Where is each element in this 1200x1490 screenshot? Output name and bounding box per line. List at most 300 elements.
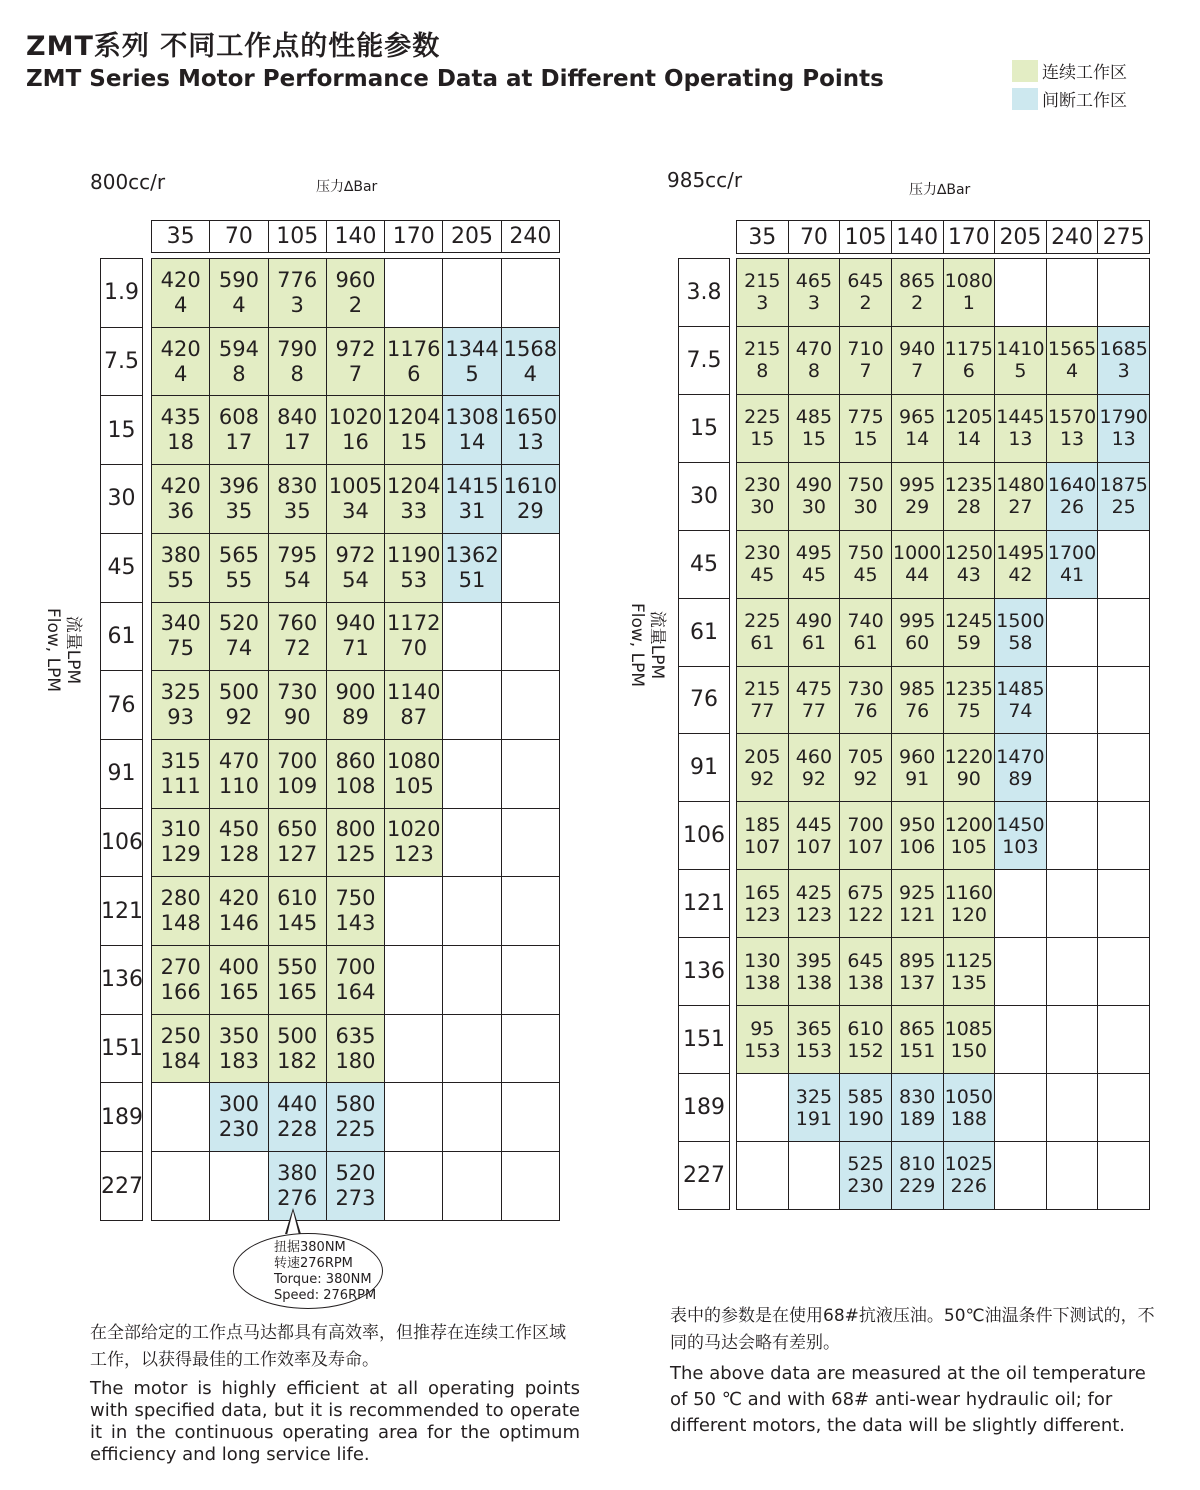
torque-value: 1175 xyxy=(944,338,993,361)
torque-value: 675 xyxy=(847,881,884,904)
speed-value: 111 xyxy=(160,773,201,798)
flow-axis-label-800 xyxy=(43,580,83,720)
continuous-cell xyxy=(268,946,326,1015)
continuous-cell xyxy=(385,739,443,808)
empty-cell xyxy=(1046,666,1098,734)
torque-value: 435 xyxy=(160,405,201,430)
continuous-cell xyxy=(326,396,384,465)
torque-value: 1410 xyxy=(996,338,1045,361)
torque-value: 420 xyxy=(160,336,201,361)
empty-cell xyxy=(443,877,501,946)
torque-value: 325 xyxy=(795,1085,833,1108)
torque-value: 445 xyxy=(795,813,833,836)
table-row xyxy=(152,877,560,946)
continuous-cell xyxy=(737,259,789,327)
torque-value: 1080 xyxy=(944,270,993,293)
pressure-header-cell: 70 xyxy=(210,221,268,253)
empty-cell xyxy=(1046,1074,1098,1142)
table-row xyxy=(737,666,1150,734)
empty-cell xyxy=(443,671,501,740)
speed-value: 229 xyxy=(899,1175,936,1198)
continuous-cell xyxy=(995,394,1047,462)
pressure-header-cell: 35 xyxy=(737,221,789,254)
torque-value: 1570 xyxy=(1047,406,1097,429)
pressure-header-985 xyxy=(736,220,1150,254)
speed-value: 45 xyxy=(750,564,775,587)
pressure-label-985: 压力∆Bar xyxy=(909,182,971,198)
torque-value: 465 xyxy=(795,270,833,293)
torque-value: 310 xyxy=(160,817,201,842)
torque-value: 165 xyxy=(744,881,781,904)
continuous-cell xyxy=(788,734,840,802)
speed-value: 123 xyxy=(795,903,833,926)
flow-header-cell: 7.5 xyxy=(679,326,730,394)
empty-cell xyxy=(385,1014,443,1083)
speed-value: 146 xyxy=(218,911,259,936)
speed-value: 188 xyxy=(950,1107,987,1130)
empty-cell xyxy=(995,1141,1047,1209)
intermittent-cell xyxy=(1098,394,1150,462)
torque-value: 1565 xyxy=(1047,338,1097,361)
speed-value: 43 xyxy=(956,564,981,587)
speed-value: 4 xyxy=(232,292,246,317)
speed-value: 74 xyxy=(1008,699,1033,722)
torque-value: 1204 xyxy=(387,473,441,498)
continuous-cell xyxy=(943,530,995,598)
torque-value: 215 xyxy=(744,270,781,293)
continuous-cell xyxy=(152,877,210,946)
continuous-cell xyxy=(210,327,268,396)
empty-cell xyxy=(501,1014,559,1083)
continuous-cell xyxy=(840,802,892,870)
speed-value: 150 xyxy=(950,1039,987,1062)
pressure-header-cell: 170 xyxy=(385,221,443,253)
torque-value: 1235 xyxy=(944,677,993,700)
callout-speed-en: Speed: 276RPM xyxy=(274,1288,377,1303)
table-row xyxy=(152,671,560,740)
speed-value: 15 xyxy=(853,428,878,451)
continuous-cell xyxy=(788,462,840,530)
speed-value: 8 xyxy=(756,360,769,383)
empty-cell xyxy=(443,259,501,328)
speed-value: 191 xyxy=(795,1107,833,1130)
continuous-cell xyxy=(152,946,210,1015)
continuous-cell xyxy=(788,938,840,1006)
torque-value: 925 xyxy=(899,881,936,904)
speed-value: 108 xyxy=(335,773,376,798)
displacement-label-800: 800cc/r xyxy=(90,170,166,194)
pressure-header-cell: 170 xyxy=(943,221,995,254)
pressure-header-cell: 240 xyxy=(501,221,559,253)
continuous-cell xyxy=(210,739,268,808)
flow-header-cell: 15 xyxy=(101,396,143,465)
torque-value: 95 xyxy=(750,1017,775,1040)
intermittent-cell xyxy=(943,1074,995,1142)
table-row xyxy=(152,1152,560,1221)
torque-value: 830 xyxy=(899,1085,936,1108)
speed-value: 87 xyxy=(400,705,428,730)
flow-header-cell: 136 xyxy=(679,938,730,1006)
speed-value: 5 xyxy=(465,361,479,386)
note-right-en: The above data are measured at the oil temperature of 50 ℃ and with 68# anti-wear hydraulic oil; for different motors, the data will be slightly different. xyxy=(670,1363,1146,1436)
torque-value: 420 xyxy=(160,473,201,498)
torque-value: 205 xyxy=(744,745,781,768)
empty-cell xyxy=(152,1152,210,1221)
torque-value: 395 xyxy=(795,949,833,972)
torque-value: 776 xyxy=(277,267,318,292)
torque-value: 380 xyxy=(160,542,201,567)
continuous-cell xyxy=(891,326,943,394)
continuous-cell xyxy=(737,1006,789,1074)
torque-value: 750 xyxy=(335,886,376,911)
speed-value: 230 xyxy=(218,1117,259,1142)
speed-value: 76 xyxy=(853,699,878,722)
empty-cell xyxy=(737,1141,789,1209)
continuous-cell xyxy=(737,598,789,666)
table-row xyxy=(152,602,560,671)
torque-value: 650 xyxy=(277,817,318,842)
speed-value: 54 xyxy=(283,567,311,592)
pressure-header-cell: 275 xyxy=(1098,221,1150,254)
empty-cell xyxy=(995,1074,1047,1142)
speed-value: 30 xyxy=(853,496,878,519)
legend-intermittent-label: 间断工作区 xyxy=(1042,91,1127,111)
speed-value: 153 xyxy=(795,1039,833,1062)
empty-cell xyxy=(788,1141,840,1209)
speed-value: 4 xyxy=(523,361,538,386)
speed-value: 125 xyxy=(335,842,376,867)
speed-value: 61 xyxy=(750,632,775,655)
torque-value: 700 xyxy=(335,954,376,979)
continuous-cell xyxy=(210,1014,268,1083)
continuous-cell xyxy=(737,938,789,1006)
flow-header-cell: 76 xyxy=(679,666,730,734)
pressure-header-800 xyxy=(151,220,560,253)
torque-value: 795 xyxy=(277,542,318,567)
speed-value: 41 xyxy=(1059,564,1085,587)
speed-value: 145 xyxy=(277,911,318,936)
speed-value: 25 xyxy=(1111,496,1136,519)
continuous-cell xyxy=(385,533,443,602)
speed-value: 51 xyxy=(458,567,486,592)
torque-value: 1610 xyxy=(503,473,558,498)
speed-value: 75 xyxy=(956,699,981,722)
intermittent-cell xyxy=(1098,462,1150,530)
torque-value: 972 xyxy=(335,542,376,567)
empty-cell xyxy=(995,938,1047,1006)
empty-cell xyxy=(443,602,501,671)
speed-value: 17 xyxy=(225,430,253,455)
empty-cell xyxy=(501,602,559,671)
speed-value: 89 xyxy=(342,705,369,730)
speed-value: 3 xyxy=(290,292,304,317)
table-row xyxy=(152,739,560,808)
speed-value: 7 xyxy=(348,361,363,386)
torque-value: 460 xyxy=(795,745,833,768)
performance-grid-800 xyxy=(151,258,560,1221)
empty-cell xyxy=(443,808,501,877)
torque-value: 594 xyxy=(218,336,259,361)
flow-header-cell: 121 xyxy=(101,877,143,946)
continuous-cell xyxy=(943,326,995,394)
speed-value: 135 xyxy=(950,971,987,994)
torque-value: 230 xyxy=(744,474,781,497)
empty-cell xyxy=(501,1083,559,1152)
empty-cell xyxy=(995,1006,1047,1074)
torque-value: 995 xyxy=(899,610,936,633)
torque-value: 900 xyxy=(335,680,376,705)
speed-value: 180 xyxy=(335,1048,376,1073)
pressure-header-cell: 140 xyxy=(891,221,943,254)
intermittent-cell xyxy=(326,1083,384,1152)
torque-value: 700 xyxy=(847,813,884,836)
continuous-cell xyxy=(840,530,892,598)
torque-value: 1172 xyxy=(387,611,441,636)
speed-value: 29 xyxy=(516,498,544,523)
torque-value: 750 xyxy=(847,542,884,565)
torque-value: 1700 xyxy=(1047,542,1097,565)
empty-cell xyxy=(1046,1006,1098,1074)
speed-value: 35 xyxy=(225,498,253,523)
continuous-cell xyxy=(152,739,210,808)
continuous-cell xyxy=(943,462,995,530)
continuous-cell xyxy=(152,327,210,396)
speed-value: 151 xyxy=(899,1039,936,1062)
continuous-cell xyxy=(891,259,943,327)
torque-value: 1445 xyxy=(996,406,1045,429)
continuous-cell xyxy=(326,602,384,671)
table-row xyxy=(737,870,1150,938)
continuous-cell xyxy=(210,259,268,328)
table-row xyxy=(152,1083,560,1152)
torque-value: 350 xyxy=(218,1023,259,1048)
flow-header-cell: 106 xyxy=(101,808,143,877)
pressure-header-cell: 35 xyxy=(152,221,210,253)
torque-value: 940 xyxy=(899,338,936,361)
speed-value: 53 xyxy=(400,567,428,592)
legend-intermittent xyxy=(1012,86,1192,111)
continuous-cell xyxy=(737,462,789,530)
torque-value: 225 xyxy=(744,610,781,633)
callout-bubble xyxy=(233,1233,383,1309)
speed-value: 182 xyxy=(277,1048,318,1073)
torque-value: 1000 xyxy=(893,542,942,565)
continuous-cell xyxy=(840,326,892,394)
speed-value: 42 xyxy=(1008,564,1033,587)
torque-value: 130 xyxy=(744,949,781,972)
torque-value: 972 xyxy=(335,336,376,361)
speed-value: 152 xyxy=(847,1039,884,1062)
empty-cell xyxy=(501,946,559,1015)
continuous-cell xyxy=(891,598,943,666)
speed-value: 13 xyxy=(1008,428,1033,451)
continuous-cell xyxy=(891,530,943,598)
torque-value: 750 xyxy=(847,474,884,497)
torque-value: 1415 xyxy=(445,473,499,498)
empty-cell xyxy=(1098,1141,1150,1209)
continuous-cell xyxy=(788,394,840,462)
speed-value: 5 xyxy=(1014,360,1027,383)
torque-value: 470 xyxy=(218,748,259,773)
torque-value: 830 xyxy=(277,473,318,498)
empty-cell xyxy=(1098,259,1150,327)
speed-value: 4 xyxy=(173,292,188,317)
torque-value: 1140 xyxy=(387,680,441,705)
continuous-cell xyxy=(943,259,995,327)
speed-value: 123 xyxy=(393,842,434,867)
continuous-cell xyxy=(152,602,210,671)
empty-cell xyxy=(501,671,559,740)
speed-value: 226 xyxy=(950,1175,987,1198)
table-row xyxy=(152,946,560,1015)
intermittent-cell xyxy=(840,1074,892,1142)
continuous-cell xyxy=(210,396,268,465)
torque-value: 1500 xyxy=(996,610,1045,633)
torque-value: 420 xyxy=(218,886,259,911)
speed-value: 106 xyxy=(899,835,936,858)
continuous-cell xyxy=(385,602,443,671)
legend-continuous xyxy=(1012,58,1192,83)
speed-value: 89 xyxy=(1008,767,1033,790)
speed-value: 6 xyxy=(962,360,975,383)
speed-value: 77 xyxy=(801,699,827,722)
torque-value: 585 xyxy=(847,1085,884,1108)
torque-value: 995 xyxy=(899,474,936,497)
intermittent-cell xyxy=(210,1083,268,1152)
speed-value: 109 xyxy=(277,773,318,798)
speed-value: 166 xyxy=(160,979,201,1004)
continuous-cell xyxy=(891,1006,943,1074)
torque-value: 1245 xyxy=(944,610,993,633)
pressure-header-cell: 105 xyxy=(268,221,326,253)
continuous-cell xyxy=(152,671,210,740)
torque-value: 940 xyxy=(335,611,376,636)
empty-cell xyxy=(1098,530,1150,598)
continuous-cell xyxy=(943,802,995,870)
speed-value: 165 xyxy=(218,979,259,1004)
continuous-cell xyxy=(385,396,443,465)
torque-value: 730 xyxy=(277,680,318,705)
empty-cell xyxy=(385,259,443,328)
speed-value: 15 xyxy=(801,428,827,451)
continuous-cell xyxy=(326,1014,384,1083)
flow-header-cell: 3.8 xyxy=(679,259,730,327)
speed-value: 92 xyxy=(225,705,253,730)
continuous-cell xyxy=(152,1014,210,1083)
empty-cell xyxy=(385,877,443,946)
torque-value: 1308 xyxy=(445,405,499,430)
torque-value: 490 xyxy=(795,474,833,497)
torque-value: 550 xyxy=(277,954,318,979)
empty-cell xyxy=(501,533,559,602)
speed-value: 33 xyxy=(400,498,428,523)
torque-value: 300 xyxy=(218,1092,259,1117)
note-right-cn: 表中的参数是在使用68#抗液压油。50℃油温条件下测试的，不同的马达会略有差别。 xyxy=(670,1306,1155,1353)
torque-value: 520 xyxy=(335,1161,376,1186)
continuous-cell xyxy=(891,666,943,734)
torque-value: 250 xyxy=(160,1023,201,1048)
continuous-cell xyxy=(943,734,995,802)
continuous-cell xyxy=(210,602,268,671)
speed-value: 59 xyxy=(956,632,981,655)
continuous-cell xyxy=(788,598,840,666)
continuous-cell xyxy=(943,598,995,666)
table-row xyxy=(737,1141,1150,1209)
continuous-cell xyxy=(210,808,268,877)
torque-value: 500 xyxy=(218,680,259,705)
speed-value: 1 xyxy=(962,292,975,315)
flow-header-cell: 227 xyxy=(101,1152,143,1221)
flow-label-en: Flow, LPM xyxy=(43,607,63,692)
intermittent-cell xyxy=(1046,462,1098,530)
torque-value: 740 xyxy=(847,610,884,633)
intermittent-cell xyxy=(268,1083,326,1152)
intermittent-cell xyxy=(443,396,501,465)
intermittent-cell xyxy=(788,1074,840,1142)
speed-value: 55 xyxy=(167,567,194,592)
intermittent-cell xyxy=(995,734,1047,802)
speed-value: 90 xyxy=(283,705,311,730)
continuous-cell xyxy=(840,394,892,462)
continuous-cell xyxy=(152,465,210,534)
speed-value: 44 xyxy=(905,564,930,587)
flow-header-cell: 136 xyxy=(101,946,143,1015)
torque-value: 1235 xyxy=(944,474,993,497)
continuous-cell xyxy=(840,870,892,938)
empty-cell xyxy=(1046,870,1098,938)
torque-value: 1450 xyxy=(996,813,1045,836)
displacement-label-985: 985cc/r xyxy=(667,168,743,192)
speed-value: 123 xyxy=(744,903,781,926)
flow-header-985 xyxy=(678,258,730,1210)
empty-cell xyxy=(443,1083,501,1152)
pressure-header-cell: 205 xyxy=(443,221,501,253)
torque-value: 450 xyxy=(218,817,259,842)
pressure-label-800: 压力∆Bar xyxy=(316,179,378,195)
torque-value: 1205 xyxy=(944,406,993,429)
speed-value: 30 xyxy=(801,496,827,519)
torque-value: 396 xyxy=(218,473,259,498)
note-right xyxy=(670,1303,1160,1439)
continuous-cell xyxy=(891,802,943,870)
torque-value: 800 xyxy=(335,817,376,842)
continuous-cell xyxy=(326,877,384,946)
continuous-cell xyxy=(891,938,943,1006)
flow-header-cell: 30 xyxy=(679,462,730,530)
continuous-cell xyxy=(788,326,840,394)
table-row xyxy=(152,533,560,602)
torque-value: 1005 xyxy=(328,473,383,498)
torque-value: 1495 xyxy=(996,542,1045,565)
speed-value: 110 xyxy=(218,773,259,798)
speed-value: 276 xyxy=(277,1186,318,1211)
intermittent-cell xyxy=(501,465,559,534)
torque-value: 490 xyxy=(795,610,833,633)
empty-cell xyxy=(1098,1074,1150,1142)
flow-header-800 xyxy=(100,258,143,1221)
continuous-cell xyxy=(891,870,943,938)
torque-value: 230 xyxy=(744,542,781,565)
speed-value: 103 xyxy=(1002,835,1039,858)
torque-value: 1220 xyxy=(944,745,993,768)
speed-value: 105 xyxy=(950,835,987,858)
intermittent-swatch xyxy=(1012,88,1038,110)
continuous-cell xyxy=(385,465,443,534)
torque-value: 325 xyxy=(160,680,201,705)
torque-value: 985 xyxy=(899,677,936,700)
torque-value: 1200 xyxy=(944,813,993,836)
intermittent-cell xyxy=(443,533,501,602)
